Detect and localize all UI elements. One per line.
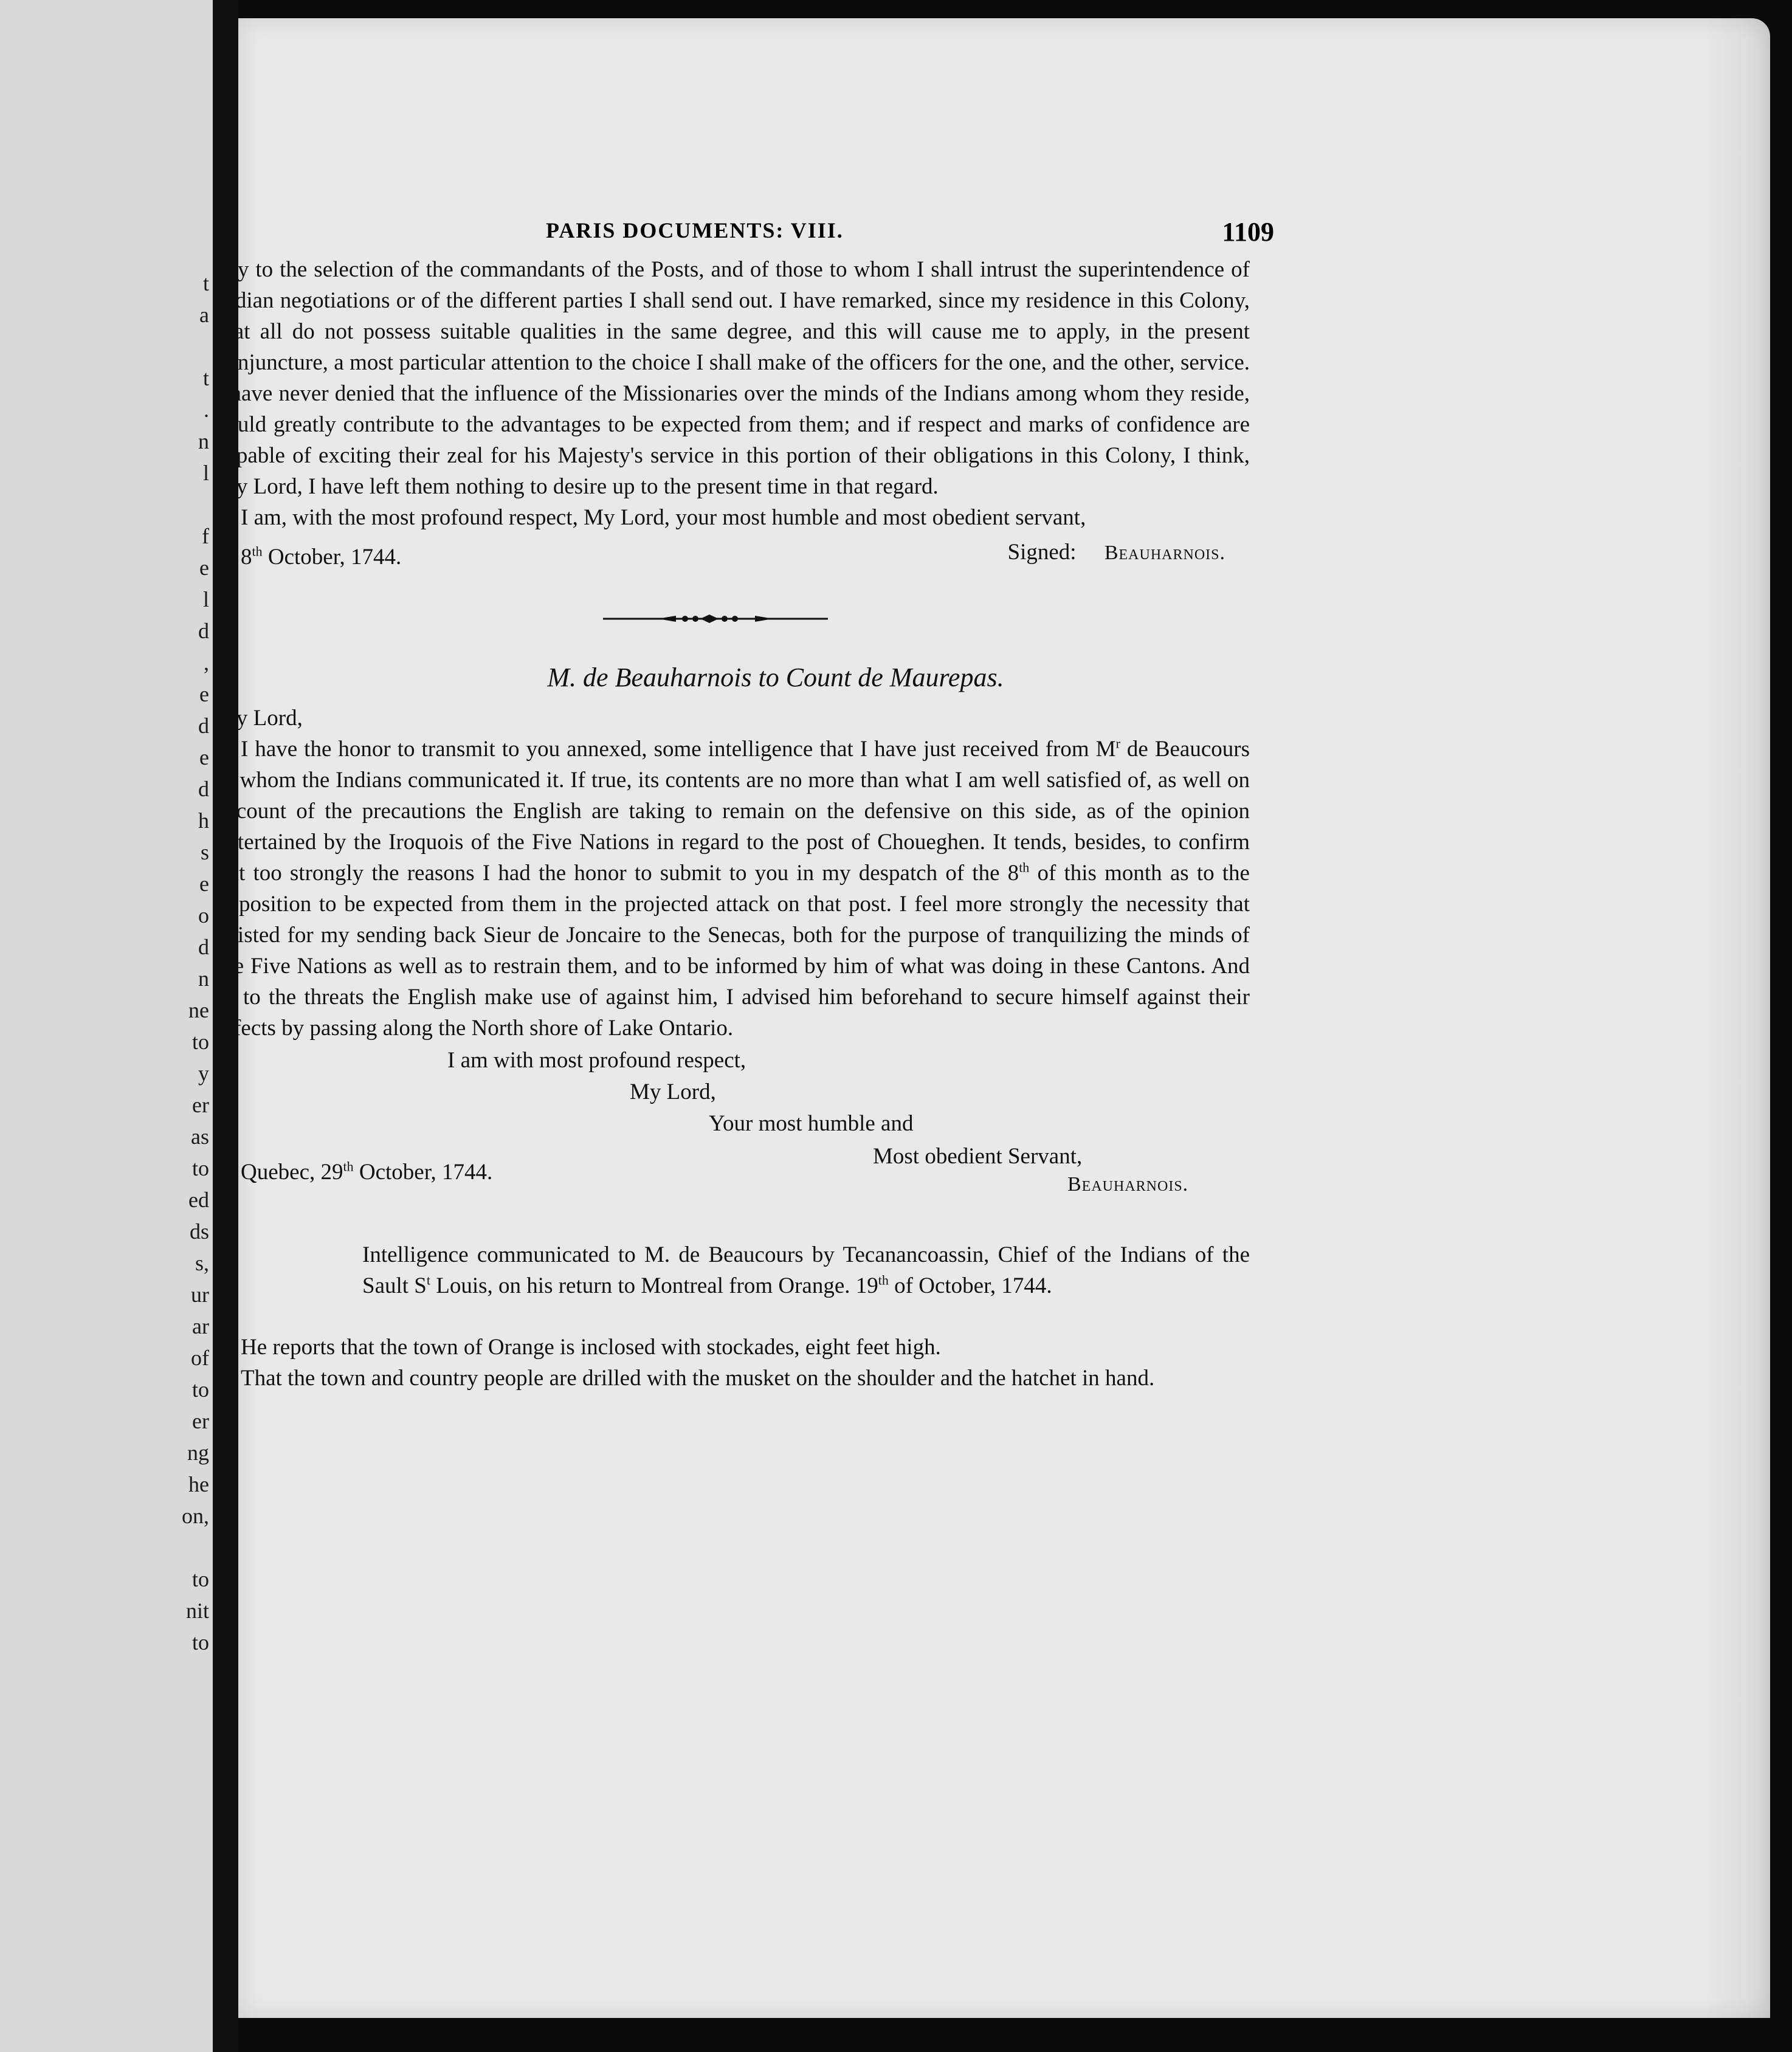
facing-page-fragment: e: [199, 556, 209, 580]
paragraph-closing: I am, with the most profound respect, My Lord, your most humble and most obedient servant,: [241, 505, 1086, 530]
facing-page-fragment: h: [198, 808, 209, 833]
facing-page-fragment: .: [204, 398, 209, 422]
paragraph: He reports that the town of Orange is inclosed with stockades, eight feet high.: [241, 1335, 941, 1360]
facing-page-fragment: d: [198, 777, 209, 801]
section-divider: [216, 604, 1250, 640]
facing-page-fragment: ,: [204, 650, 209, 675]
facing-page-fragment: to: [191, 1156, 209, 1180]
facing-page-fragment: a: [199, 303, 209, 327]
facing-page-fragment: d: [198, 714, 209, 738]
facing-page-fragment: to: [191, 1030, 209, 1054]
paragraph: pay to the selection of the commandants of the Posts, and of those to whom I shall intrust the superintendence of Indian negotiations or of the different parties I shall send out. I have remarked, since my residence in this Colony, that all do not possess suitable qualities in the same degree, and this will cause me to apply, in the present conjuncture, a most particular attention to the choice I shall make of the officers for the one, and the other, service. I have never denied that the influence of the Missionaries over the minds of the Indians among whom they reside, could greatly contribute to the advantages to be expected from them; and if respect and marks of confidence are capable of exciting their zeal for his Majesty's service in this portion of their obligations in this Colony, I think, My Lord, I have left them nothing to desire up to the present time in that regard.: [216, 257, 1250, 499]
facing-page-fragment: [160, 1532, 209, 1563]
signed-label: Signed:: [1007, 540, 1077, 565]
signature-line: [1008, 537, 1226, 568]
facing-page-fragment: er: [192, 1409, 209, 1433]
facing-page-fragment: of: [191, 1346, 209, 1370]
facing-page-fragment: e: [199, 745, 209, 770]
facing-page-fragment: t: [202, 366, 209, 390]
place-date: Quebec, 29th October, 1744.: [241, 1159, 493, 1185]
facing-page-fragment: er: [192, 1093, 209, 1117]
facing-page-fragment: nit: [185, 1599, 209, 1623]
facing-page-fragment: ds: [189, 1219, 209, 1244]
facing-page-fragment: d: [198, 935, 209, 959]
facing-page-fragment: l: [202, 461, 209, 485]
running-head-title: PARIS DOCUMENTS: VIII.: [546, 218, 844, 243]
facing-page-fragment: ur: [191, 1282, 209, 1307]
closing-block: [216, 1044, 1250, 1205]
facing-page-fragment: e: [199, 872, 209, 896]
signer-name: Beauharnois.: [1067, 1173, 1189, 1196]
facing-page-fragment: n: [198, 966, 209, 991]
closing-line: My Lord,: [630, 1079, 716, 1104]
facing-page-fragment: t: [202, 271, 209, 295]
paragraph: That the town and country people are drilled with the musket on the shoulder and the hatchet in hand.: [241, 1366, 1155, 1391]
facing-page-fragment: s: [200, 840, 209, 864]
closing-line: Most obedient Servant,: [873, 1144, 1083, 1169]
facing-page-fragment: e: [199, 682, 209, 706]
running-head: [216, 207, 1274, 249]
facing-page-fragment: f: [202, 524, 209, 548]
facing-page-fragment: as: [191, 1124, 209, 1149]
closing-line: Your most humble and: [709, 1111, 914, 1136]
ornament-rule-icon: [603, 610, 828, 628]
facing-page-fragment: l: [202, 587, 209, 611]
letter-heading: M. de Beauharnois to Count de Maurepas.: [547, 663, 1004, 692]
facing-page-fragment: o: [198, 903, 209, 928]
letter-paragraph: I have the honor to transmit to you annexed, some intelligence that I have just received from $M^r$ de Beaucours to whom the Indians communicated it. If true, its contents are no more than what I am well satisfied of, as well on account of the precautions the English are taking to remain on the defensive on this side, as of the opinion entertained by the Iroquois of the Five Nations in regard to the post of Choueghen. It tends, besides, to confirm but too strongly the reasons I had the honor to submit to you in my despatch of the 8th of this month as to the opposition to be expected from them in the projected attack on that post. I feel more strongly the necessity that existed for my sending back Sieur de Joncaire to the Senecas, both for the purpose of tranquilizing the minds of the Five Nations as well as to restrain them, and to be informed by him of what was doing in these Cantons. And as to the threats the English make use of against him, I advised him beforehand to secure himself against their effects by passing along the North shore of Lake Ontario.: [216, 735, 1250, 1041]
signer-name: Beauharnois.: [1104, 542, 1225, 564]
facing-page-fragment: [160, 489, 209, 520]
facing-page-edge: [0, 0, 213, 2052]
letter-date: 8th October, 1744.: [241, 543, 402, 570]
facing-page-fragment: ng: [187, 1441, 209, 1465]
salutation: My Lord,: [216, 706, 303, 731]
facing-page-fragment: s,: [195, 1251, 209, 1275]
facing-page-fragment: to: [191, 1377, 209, 1402]
facing-page-fragment: d: [198, 619, 209, 643]
facing-page-line-ends: [160, 267, 209, 1658]
dateline: [216, 537, 1250, 579]
facing-page-fragment: [160, 331, 209, 362]
facing-page-fragment: to: [191, 1630, 209, 1654]
facing-page-fragment: ne: [188, 998, 209, 1022]
page-body: [216, 254, 1250, 1394]
facing-page-fragment: ed: [188, 1188, 209, 1212]
facing-page-fragment: y: [198, 1061, 209, 1086]
closing-line: I am with most profound respect,: [447, 1048, 746, 1073]
page-number: 1109: [1222, 217, 1274, 247]
intelligence-heading: Intelligence communicated to M. de Beaucours by Tecanancoassin, Chief of the Indians of the Sault $S^t$ Louis, on his return to Montreal from Orange. 19th of October, 1744.: [362, 1242, 1250, 1298]
facing-page-fragment: to: [191, 1567, 209, 1591]
facing-page-fragment: he: [188, 1472, 209, 1496]
facing-page-fragment: on,: [182, 1504, 209, 1528]
facing-page-fragment: n: [198, 429, 209, 453]
facing-page-fragment: ar: [192, 1314, 209, 1338]
